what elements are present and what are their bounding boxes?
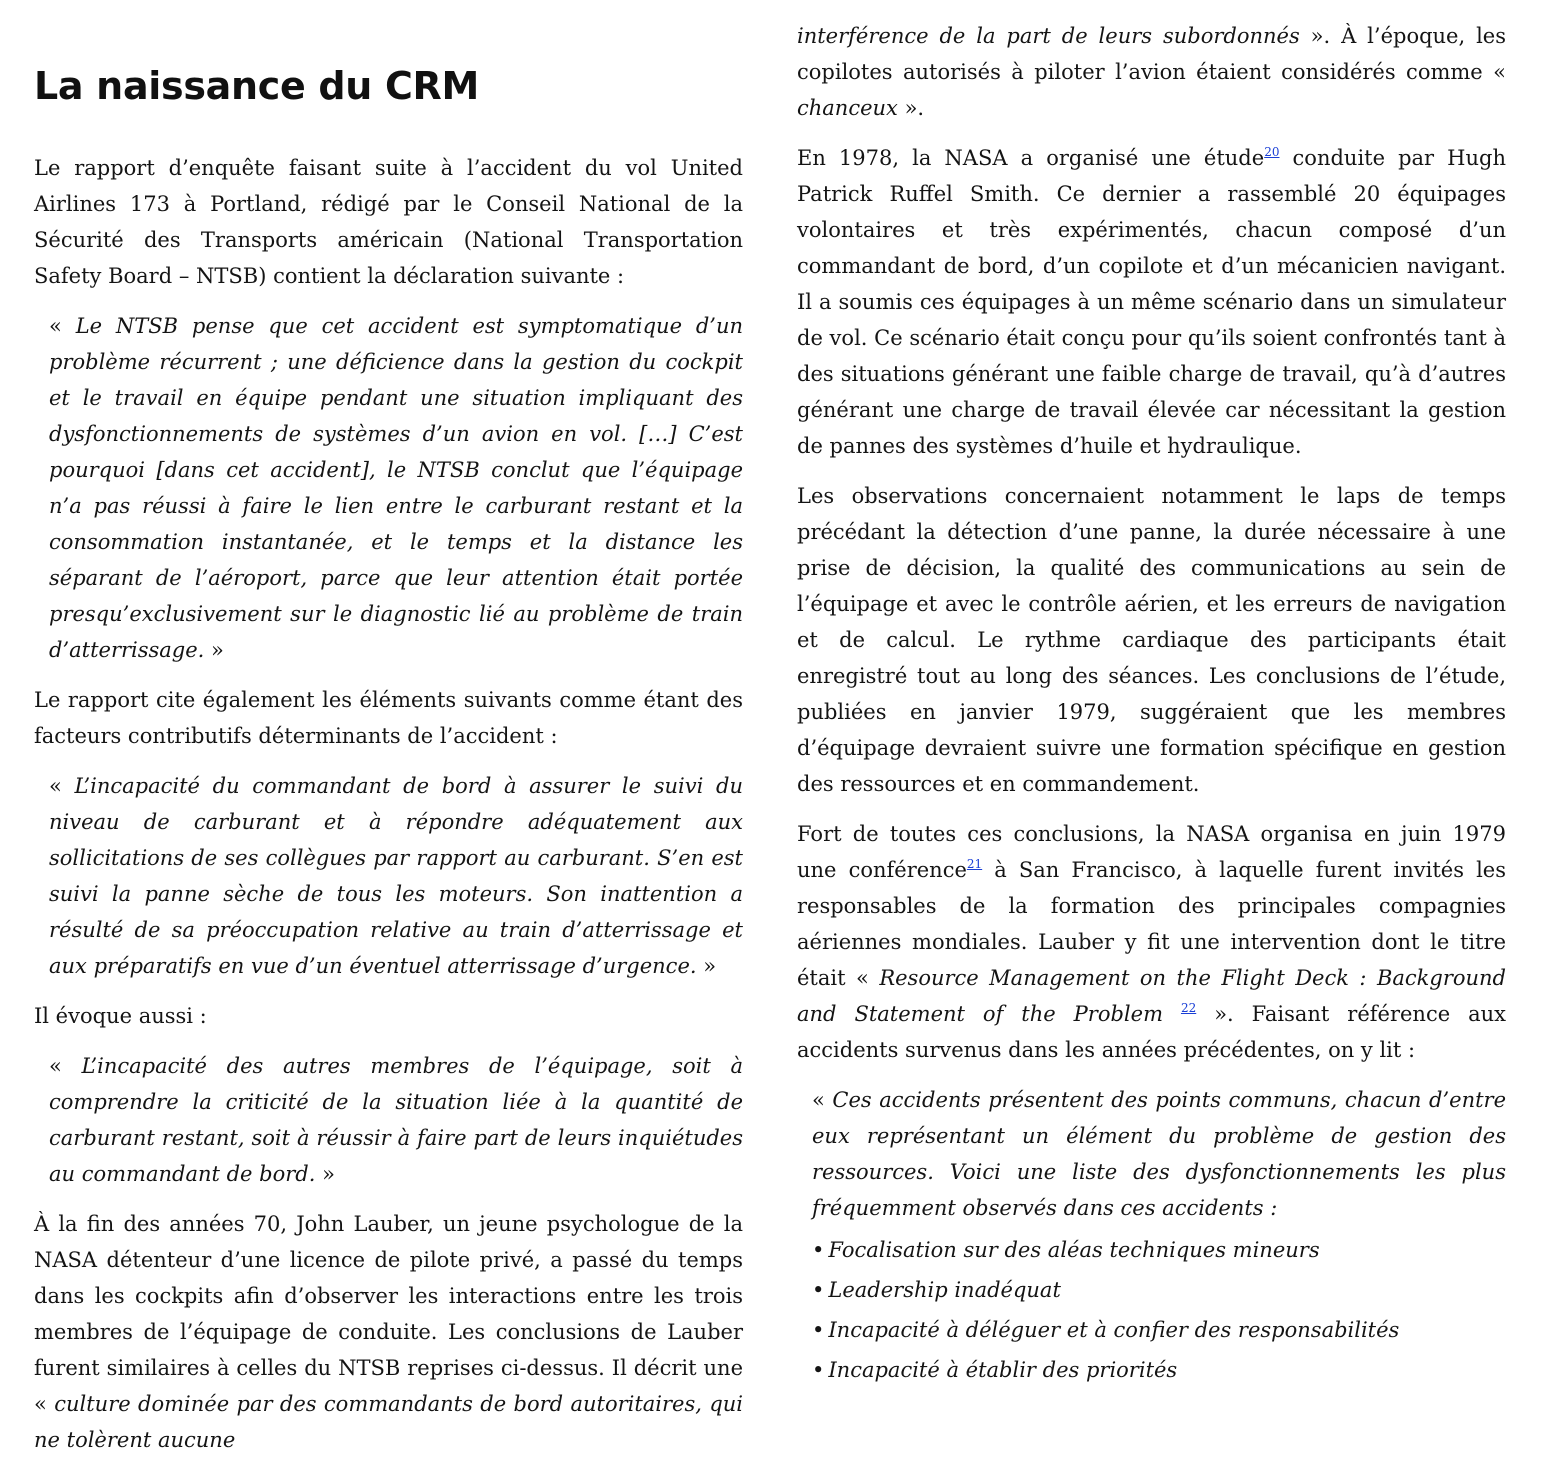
list-item: • Leadership inadéquat bbox=[812, 1278, 1061, 1302]
quote-text: L’incapacité des autres membres de l’équipage, soit à comprendre la criticité de la situation liée à la quantité de carburant restant, soit à réussir à faire part de leurs inquiétudes au commandant de bord. bbox=[49, 1054, 743, 1186]
paragraph-observations: Les observations concernaient notamment le laps de temps précédant la détection d’une panne, la durée nécessaire à une prise de décision, la qualité des communications au sein de l’équipage et avec le contrôle aérien, et les erreurs de navigation et de calcul. Le rythme cardiaque des participants était enregistré tout au long des séances. Les conclusions de l’étude, publiées en janvier 1979, suggéraient que les membres d’équipage devraient suivre une formation spécifique en gestion des ressources et en commandement. bbox=[797, 484, 1506, 796]
list-item: • Focalisation sur des aléas techniques mineurs bbox=[812, 1238, 1320, 1262]
quote-text: L’incapacité du commandant de bord à assurer le suivi du niveau de carburant et à répondre adéquatement aux sollicitations de ses collègues par rapport au carburant. S’en est suivi la panne sèche de tous les moteurs. Son inattention a résulté de sa préoccupation relative au train d’atterrissage et aux préparatifs en vue d’un éventuel atterrissage d’urgence. bbox=[49, 774, 743, 978]
italic-culture: culture dominée par des commandants de bord autoritaires, qui ne tolèrent aucune bbox=[34, 1392, 744, 1452]
dysfunction-list bbox=[812, 1232, 1506, 1388]
section-heading: La naissance du CRM bbox=[34, 64, 480, 108]
paragraph-ntsb-report: Le rapport d’enquête faisant suite à l’accident du vol United Airlines 173 à Portland, rédigé par le Conseil National de la Sécurité des Transports américain (National Transportation Safety Board – NTSB) contient la déclaration suivante : bbox=[34, 156, 743, 288]
paragraph-conference: Fort de toutes ces conclusions, la NASA organisa en juin 1979 une conférence$^{21}$ à San Francisco, à laquelle furent invités les responsables de la formation des principales compagnies aériennes mondiales. Lauber y fit une intervention dont le titre était « Resource Management on the Flight Deck : Background and Statement of the Problem $^{22}$ ». Faisant référence aux accidents survenus dans les années précédentes, on y lit : bbox=[797, 822, 1507, 1062]
list-item: • Incapacité à déléguer et à confier des responsabilités bbox=[812, 1318, 1400, 1342]
quote-text: Le NTSB pense que cet accident est symptomatique d’un problème récurrent ; une déficience dans la gestion du cockpit et le travail en équipe pendant une situation impliquant des dysfonctionnements de systèmes d’un avion en vol. […] C’est pourquoi [dans cet accident], le NTSB conclut que l’équipage n’a pas réussi à faire le lien entre le carburant restant et la consommation instantanée, et le temps et la distance les séparant de l’aéroport, parce que leur attention était portée presqu’exclusivement sur le diagnostic lié au problème de train d’atterrissage. bbox=[49, 314, 743, 662]
quote-lauber bbox=[812, 1082, 1506, 1226]
footnote-link-20[interactable]: 20 bbox=[1264, 145, 1280, 159]
footnote-link-21[interactable]: 21 bbox=[966, 857, 983, 871]
paragraph-continuation: interférence de la part de leurs subordonnés ». À l’époque, les copilotes autorisés à piloter l’avion étaient considérés comme « chanceux ». bbox=[797, 24, 1507, 120]
left-column bbox=[34, 0, 743, 1458]
paragraph-nasa-study: En 1978, la NASA a organisé une étude$^{20}$ conduite par Hugh Patrick Ruffel Smith. Ce dernier a rassemblé 20 équipages volontaires et très expérimentés, chacun composé d’un commandant de bord, d’un copilote et d’un mécanicien navigant. Il a soumis ces équipages à un même scénario dans un simulateur de vol. Ce scénario était conçu pour qu’ils soient confrontés tant à des situations générant une faible charge de travail, qu’à d’autres générant une charge de travail élevée car nécessitant la gestion de pannes des systèmes d’huile et hydraulique. bbox=[797, 145, 1506, 458]
paragraph-john-lauber: À la fin des années 70, John Lauber, un jeune psychologue de la NASA détenteur d’une licence de pilote privé, a passé du temps dans les cockpits afin d’observer les interactions entre les trois membres de l’équipage de conduite. Les conclusions de Lauber furent similaires à celles du NTSB reprises ci-dessus. Il décrit une « culture dominée par des commandants de bord autoritaires, qui ne tolèrent aucune bbox=[34, 1212, 744, 1452]
quote-text: « Ces accidents présentent des points communs, chacun d’entre eux représentant un élément du problème de gestion des ressources. Voici une liste des dysfonctionnements les plus fréquemment observés dans ces accidents : bbox=[812, 1088, 1506, 1220]
quote-crew-incapacity: « L’incapacité des autres membres de l’équipage, soit à comprendre la criticité de la situation liée à la quantité de carburant restant, soit à réussir à faire part de leurs inquiétudes au commandant de bord. » bbox=[49, 1054, 743, 1186]
quote-ntsb-statement: « Le NTSB pense que cet accident est symptomatique d’un problème récurrent ; une déficience dans la gestion du cockpit et le travail en équipe pendant une situation impliquant des dysfonctionnements de systèmes d’un avion en vol. […] C’est pourquoi [dans cet accident], le NTSB conclut que l’équipage n’a pas réussi à faire le lien entre le carburant restant et la consommation instantanée, et le temps et la distance les séparant de l’aéroport, parce que leur attention était portée presqu’exclusivement sur le diagnostic lié au problème de train d’atterrissage. » bbox=[49, 314, 743, 662]
footnote-link-22[interactable]: 22 bbox=[1180, 1001, 1197, 1015]
paragraph-also-mentions: Il évoque aussi : bbox=[34, 1004, 207, 1028]
right-column bbox=[797, 0, 1506, 1388]
list-item: • Incapacité à établir des priorités bbox=[812, 1358, 1178, 1382]
quote-captain-incapacity: « L’incapacité du commandant de bord à assurer le suivi du niveau de carburant et à répondre adéquatement aux sollicitations de ses collègues par rapport au carburant. S’en est suivi la panne sèche de tous les moteurs. Son inattention a résulté de sa préoccupation relative au train d’atterrissage et aux préparatifs en vue d’un éventuel atterrissage d’urgence. » bbox=[49, 774, 743, 978]
paragraph-contributing-factors: Le rapport cite également les éléments suivants comme étant des facteurs contributifs déterminants de l’accident : bbox=[34, 688, 743, 748]
